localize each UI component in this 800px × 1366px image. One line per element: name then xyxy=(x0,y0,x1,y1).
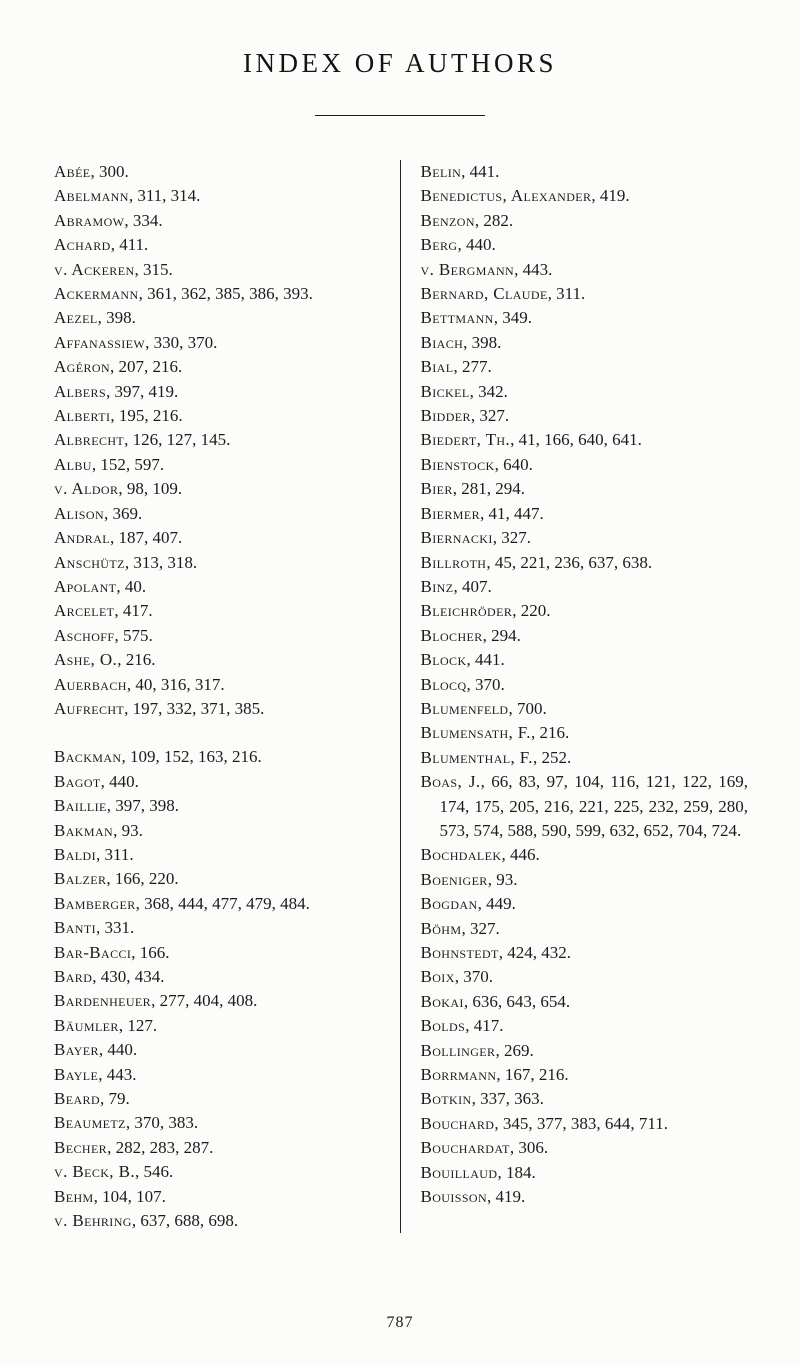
author-name: Benzon xyxy=(420,210,475,230)
author-name: Boeniger xyxy=(420,869,488,889)
index-entry: Backman, 109, 152, 163, 216. xyxy=(54,747,262,767)
index-entry: Bollinger, 269. xyxy=(420,1040,534,1060)
index-entry: Bickel, 342. xyxy=(420,381,508,401)
page-references: 306. xyxy=(518,1138,549,1158)
page-references: 79. xyxy=(108,1089,130,1109)
index-entry: Apolant, 40. xyxy=(54,576,147,596)
index-entry: Alison, 369. xyxy=(54,503,143,523)
page-references: 440. xyxy=(107,1040,138,1060)
index-entry: Blumensath, F., 216. xyxy=(420,723,570,743)
author-name: Bäumler xyxy=(54,1015,119,1035)
index-entry: Binz, 407. xyxy=(420,576,492,596)
page-references: 430, 434. xyxy=(100,967,165,986)
author-name: Bickel xyxy=(420,381,470,401)
author-name: Backman xyxy=(54,747,122,767)
page-references: 331. xyxy=(104,918,135,938)
index-entry: v. Aldor, 98, 109. xyxy=(54,479,183,499)
index-entry: Bäumler, 127. xyxy=(54,1015,158,1035)
index-entry: Biedert, Th., 41, 166, 640, 641. xyxy=(420,430,642,450)
author-name: Bettmann xyxy=(420,308,494,328)
page-references: 342. xyxy=(478,381,508,401)
index-entry: Albers, 397, 419. xyxy=(54,381,179,401)
page-title: INDEX OF AUTHORS xyxy=(242,48,558,78)
index-entry: v. Beck, B., 546. xyxy=(54,1162,174,1182)
page-references: 126, 127, 145. xyxy=(132,430,231,450)
title-rule xyxy=(315,115,485,116)
author-name: Albers xyxy=(54,381,107,401)
author-name: Belin xyxy=(420,162,462,181)
page-references: 419. xyxy=(599,186,630,206)
page-references: 197, 332, 371, 385. xyxy=(132,698,265,718)
page-references: 441. xyxy=(475,650,505,670)
index-entry: Abelmann, 311, 314. xyxy=(54,186,201,206)
author-name: Beaumetz xyxy=(54,1113,126,1133)
index-entry: Aufrecht, 197, 332, 371, 385. xyxy=(54,698,265,718)
page-references: 417. xyxy=(473,1016,504,1036)
page-references: 397, 398. xyxy=(115,796,180,816)
page-references: 369. xyxy=(112,503,143,523)
page-references: 207, 216. xyxy=(118,357,183,377)
index-entry: Balzer, 166, 220. xyxy=(54,869,179,889)
page-references: 40, 316, 317. xyxy=(135,674,225,694)
index-entry: Andral, 187, 407. xyxy=(54,528,183,548)
index-entry: Bienstock, 640. xyxy=(420,454,533,474)
author-name: Auerbach xyxy=(54,674,127,694)
page-references: 166, 220. xyxy=(114,869,179,889)
author-name: Bayer xyxy=(54,1040,99,1060)
index-entry: Botkin, 337, 363. xyxy=(420,1089,544,1109)
page-references: 370, 383. xyxy=(134,1113,199,1133)
author-name: v. Beck, B. xyxy=(54,1162,135,1182)
index-entry: Bouchardat, 306. xyxy=(420,1138,549,1158)
page-references: 167, 216. xyxy=(504,1065,569,1085)
index-entry: Berg, 440. xyxy=(420,235,496,255)
page-references: 277. xyxy=(461,357,492,377)
page-references: 330, 370. xyxy=(153,332,218,352)
page-references: 93. xyxy=(496,869,518,889)
index-entry: Bakman, 93. xyxy=(54,820,143,840)
index-entry: Bard, 430, 434. xyxy=(54,967,165,986)
index-entry: Arcelet, 417. xyxy=(54,601,153,621)
page-references: 345, 377, 383, 644, 711. xyxy=(502,1113,669,1133)
index-entry: Beard, 79. xyxy=(54,1089,130,1109)
page-references: 337, 363. xyxy=(480,1089,544,1109)
page-references: 546. xyxy=(143,1162,174,1182)
author-name: Bogdan xyxy=(420,894,478,914)
page-references: 370. xyxy=(475,674,505,694)
page-references: 40. xyxy=(124,576,147,596)
author-name: Alberti xyxy=(54,406,111,426)
author-name: Bidder xyxy=(420,406,471,426)
index-entry: Auerbach, 40, 316, 317. xyxy=(54,674,225,694)
page-references: 294. xyxy=(491,625,521,645)
author-name: v. Aldor xyxy=(54,479,119,499)
index-entry: Bar-Bacci, 166. xyxy=(54,942,170,962)
index-entry: Bidder, 327. xyxy=(420,406,510,426)
author-name: Abelmann xyxy=(54,186,129,206)
author-name: Bolds xyxy=(420,1016,466,1036)
page-references: 407. xyxy=(461,576,492,596)
author-name: Bial xyxy=(420,357,454,377)
page-references: 636, 643, 654. xyxy=(472,991,571,1011)
author-name: Boas, J. xyxy=(420,772,481,792)
author-name: Albrecht xyxy=(54,430,125,450)
index-entry: Benzon, 282. xyxy=(420,210,514,230)
index-entry: Aschoff, 575. xyxy=(54,625,153,645)
author-name: Banti xyxy=(54,918,96,938)
page-references: 417. xyxy=(122,601,153,621)
page-references: 411. xyxy=(119,235,149,255)
author-name: Baillie xyxy=(54,796,107,816)
page-references: 282, 283, 287. xyxy=(115,1137,214,1157)
index-entry: Boeniger, 93. xyxy=(420,869,518,889)
author-name: Blocq xyxy=(420,674,467,694)
index-entry: Banti, 331. xyxy=(54,918,135,938)
author-name: Billroth xyxy=(420,552,487,572)
author-name: Andral xyxy=(54,528,111,548)
index-entry: Boix, 370. xyxy=(420,967,494,987)
page-references: 637, 688, 698. xyxy=(140,1211,239,1231)
page-references: 127. xyxy=(127,1015,158,1035)
index-entry: Bettmann, 349. xyxy=(420,308,532,328)
page-references: 443. xyxy=(106,1064,137,1084)
index-entry: Affanassiew, 330, 370. xyxy=(54,332,218,352)
page-references: 441. xyxy=(469,162,500,181)
index-entry: Bayer, 440. xyxy=(54,1040,138,1060)
page-references: 315. xyxy=(143,259,173,279)
page-references: 361, 362, 385, 386, 393. xyxy=(147,284,313,304)
page-references: 216. xyxy=(539,723,570,743)
author-name: Ashe, O. xyxy=(54,650,118,670)
index-entry: Abramow, 334. xyxy=(54,210,163,230)
index-entry: v. Ackeren, 315. xyxy=(54,259,173,279)
page-references: 220. xyxy=(520,601,551,621)
author-name: Bard xyxy=(54,967,93,986)
page-references: 398. xyxy=(471,332,502,352)
author-name: Borrmann xyxy=(420,1065,497,1085)
index-entry: Bial, 277. xyxy=(420,357,492,377)
author-name: Aezel xyxy=(54,308,98,328)
index-entry: Albu, 152, 597. xyxy=(54,454,165,474)
index-entry: v. Bergmann, 443. xyxy=(420,259,553,279)
page-references: 575. xyxy=(122,625,153,645)
page-references: 311, 314. xyxy=(137,186,201,206)
index-entry: Bagot, 440. xyxy=(54,771,139,791)
index-entry: Aezel, 398. xyxy=(54,308,136,328)
author-name: Becher xyxy=(54,1137,108,1157)
author-name: Behm xyxy=(54,1186,94,1206)
author-name: Biedert, Th. xyxy=(420,430,511,450)
author-name: Baldi xyxy=(54,844,96,864)
index-entry: Baillie, 397, 398. xyxy=(54,796,180,816)
author-name: Aschoff xyxy=(54,625,115,645)
author-name: Berg xyxy=(420,235,458,255)
index-entry: Böhm, 327. xyxy=(420,918,500,938)
author-name: Block xyxy=(420,650,467,670)
author-name: Blocher xyxy=(420,625,483,645)
author-name: Bier xyxy=(420,479,453,499)
page-references: 440. xyxy=(109,771,139,791)
index-column-right xyxy=(401,160,749,1233)
page-references: 398. xyxy=(106,308,136,328)
index-entry: Bayle, 443. xyxy=(54,1064,137,1084)
author-name: Benedictus, Alexander xyxy=(420,186,592,206)
author-name: Beard xyxy=(54,1089,101,1109)
index-entry: Beaumetz, 370, 383. xyxy=(54,1113,199,1133)
author-name: Balzer xyxy=(54,869,107,889)
page-references: 281, 294. xyxy=(461,479,526,499)
author-name: Bayle xyxy=(54,1064,99,1084)
page-references: 443. xyxy=(522,259,553,279)
index-entry: Ashe, O., 216. xyxy=(54,650,156,670)
page-references: 216. xyxy=(125,650,156,670)
page-references: 327. xyxy=(469,918,500,938)
author-name: Biach xyxy=(420,332,464,352)
author-name: Bohnstedt xyxy=(420,943,499,962)
author-name: Bouisson xyxy=(420,1187,488,1207)
index-entry: Achard, 411. xyxy=(54,235,149,255)
index-entry: Blocher, 294. xyxy=(420,625,521,645)
index-entry: Bolds, 417. xyxy=(420,1016,504,1036)
index-entry: Bier, 281, 294. xyxy=(420,479,526,499)
author-name: Albu xyxy=(54,454,92,474)
page-references: 300. xyxy=(99,162,129,181)
page-references: 41, 447. xyxy=(488,503,544,523)
index-entry: Bochdalek, 446. xyxy=(420,845,540,865)
index-entry: Bamberger, 368, 444, 477, 479, 484. xyxy=(54,893,310,913)
page-references: 109, 152, 163, 216. xyxy=(129,747,262,767)
author-name: Anschütz xyxy=(54,552,125,572)
index-entry: Bouisson, 419. xyxy=(420,1187,526,1207)
index-entry: Bohnstedt, 424, 432. xyxy=(420,943,572,962)
author-name: Abramow xyxy=(54,210,125,230)
author-name: Böhm xyxy=(420,918,462,938)
author-name: Bouchardat xyxy=(420,1138,510,1158)
index-entry: Agéron, 207, 216. xyxy=(54,357,183,377)
index-entry: Bernard, Claude, 311. xyxy=(420,284,586,304)
page-references: 419. xyxy=(495,1187,526,1207)
page-references: 449. xyxy=(486,894,516,914)
page-number: 787 xyxy=(386,1314,414,1331)
page-references: 368, 444, 477, 479, 484. xyxy=(144,893,310,913)
author-name: Blumenthal, F. xyxy=(420,747,533,767)
page-references: 187, 407. xyxy=(118,528,183,548)
index-entry: Bardenheuer, 277, 404, 408. xyxy=(54,991,258,1011)
index-entry: Block, 441. xyxy=(420,650,505,670)
index-entry: Bouchard, 345, 377, 383, 644, 711. xyxy=(420,1113,669,1133)
author-name: Bar-Bacci xyxy=(54,942,132,962)
index-entry: Abée, 300. xyxy=(54,162,129,181)
index-entry: v. Behring, 637, 688, 698. xyxy=(54,1211,239,1231)
index-entry: Albrecht, 126, 127, 145. xyxy=(54,430,231,450)
page-references: 104, 107. xyxy=(102,1186,166,1206)
index-entry: Anschütz, 313, 318. xyxy=(54,552,198,572)
author-name: Bochdalek xyxy=(420,845,502,865)
author-name: v. Bergmann xyxy=(420,259,515,279)
author-name: v. Ackeren xyxy=(54,259,135,279)
author-name: Affanassiew xyxy=(54,332,146,352)
author-name: Aufrecht xyxy=(54,698,125,718)
author-name: Bouchard xyxy=(420,1113,495,1133)
index-entry: Bogdan, 449. xyxy=(420,894,516,914)
index-entry: Blumenfeld, 700. xyxy=(420,698,547,718)
index-columns xyxy=(54,160,748,1233)
page-references: 700. xyxy=(517,698,547,718)
author-name: Blumensath, F. xyxy=(420,723,531,743)
index-entry: Bokai, 636, 643, 654. xyxy=(420,991,571,1011)
author-name: Bamberger xyxy=(54,893,136,913)
page-references: 152, 597. xyxy=(100,454,165,474)
index-column-left xyxy=(54,160,400,1233)
author-name: Biernacki xyxy=(420,528,493,548)
author-name: Alison xyxy=(54,503,105,523)
page-references: 446. xyxy=(509,845,540,865)
page-references: 311. xyxy=(556,284,586,304)
page-references: 282. xyxy=(483,210,514,230)
author-name: Arcelet xyxy=(54,601,115,621)
author-name: Bleichröder xyxy=(420,601,513,621)
index-entry: Ackermann, 361, 362, 385, 386, 393. xyxy=(54,284,313,304)
page-references: 166. xyxy=(139,942,170,962)
page-references: 269. xyxy=(503,1040,534,1060)
page-references: 98, 109. xyxy=(126,479,183,499)
author-name: Boix xyxy=(420,967,455,987)
index-entry: Baldi, 311. xyxy=(54,844,134,864)
page-references: 277, 404, 408. xyxy=(159,991,258,1011)
index-entry: Alberti, 195, 216. xyxy=(54,406,183,426)
page-references: 334. xyxy=(132,210,163,230)
author-name: Bakman xyxy=(54,820,114,840)
author-name: v. Behring xyxy=(54,1211,132,1231)
author-name: Bardenheuer xyxy=(54,991,152,1011)
author-name: Bollinger xyxy=(420,1040,496,1060)
page-references: 349. xyxy=(502,308,532,328)
index-entry: Billroth, 45, 221, 236, 637, 638. xyxy=(420,552,653,572)
index-entry: Biach, 398. xyxy=(420,332,502,352)
index-entry: Belin, 441. xyxy=(420,162,500,181)
page-references: 640. xyxy=(503,454,533,474)
page-references: 41, 166, 640, 641. xyxy=(518,430,642,450)
author-name: Ackermann xyxy=(54,284,139,304)
index-entry: Blocq, 370. xyxy=(420,674,505,694)
author-name: Blumenfeld xyxy=(420,698,509,718)
page-references: 397, 419. xyxy=(114,381,179,401)
page-references: 45, 221, 236, 637, 638. xyxy=(494,552,653,572)
index-entry: Bouillaud, 184. xyxy=(420,1162,536,1182)
index-entry: Behm, 104, 107. xyxy=(54,1186,166,1206)
author-name: Apolant xyxy=(54,576,117,596)
author-name: Abée xyxy=(54,162,91,181)
index-entry: Biermer, 41, 447. xyxy=(420,503,544,523)
page-references: 311. xyxy=(104,844,134,864)
page-references: 93. xyxy=(121,820,143,840)
page-references: 313, 318. xyxy=(133,552,198,572)
author-name: Bienstock xyxy=(420,454,495,474)
index-entry: Borrmann, 167, 216. xyxy=(420,1065,569,1085)
index-entry: Blumenthal, F., 252. xyxy=(420,747,572,767)
author-name: Achard xyxy=(54,235,111,255)
page-references: 252. xyxy=(541,747,572,767)
author-name: Bokai xyxy=(420,991,464,1011)
index-entry: Bleichröder, 220. xyxy=(420,601,551,621)
page-references: 424, 432. xyxy=(507,943,572,962)
author-name: Bagot xyxy=(54,771,101,791)
index-entry: Biernacki, 327. xyxy=(420,528,532,548)
page-references: 440. xyxy=(465,235,496,255)
index-entry: Benedictus, Alexander, 419. xyxy=(420,186,630,206)
index-entry: Becher, 282, 283, 287. xyxy=(54,1137,214,1157)
page-references: 370. xyxy=(463,967,494,987)
page-references: 327. xyxy=(479,406,510,426)
page-references: 66, 83, 97, 104, 116, 121, 122, 169, 174, 175, 205, 216, 221, 225, 232, 259, 280, 573, 574, 588, 590, 599, 632, 652, 704, 724. xyxy=(439,772,748,840)
author-name: Botkin xyxy=(420,1089,472,1109)
index-entry: Boas, J., 66, 83, 97, 104, 116, 121, 122, 169, 174, 175, 205, 216, 221, 225, 232, 259, 280, 573, 574, 588, 590, 599, 632, 652, 704, 724. xyxy=(420,772,748,840)
author-name: Binz xyxy=(420,576,454,596)
page-references: 327. xyxy=(501,528,532,548)
page-references: 195, 216. xyxy=(118,406,183,426)
author-name: Bouillaud xyxy=(420,1162,498,1182)
page-references: 184. xyxy=(505,1162,536,1182)
author-name: Agéron xyxy=(54,357,111,377)
author-name: Biermer xyxy=(420,503,480,523)
author-name: Bernard, Claude xyxy=(420,284,548,304)
